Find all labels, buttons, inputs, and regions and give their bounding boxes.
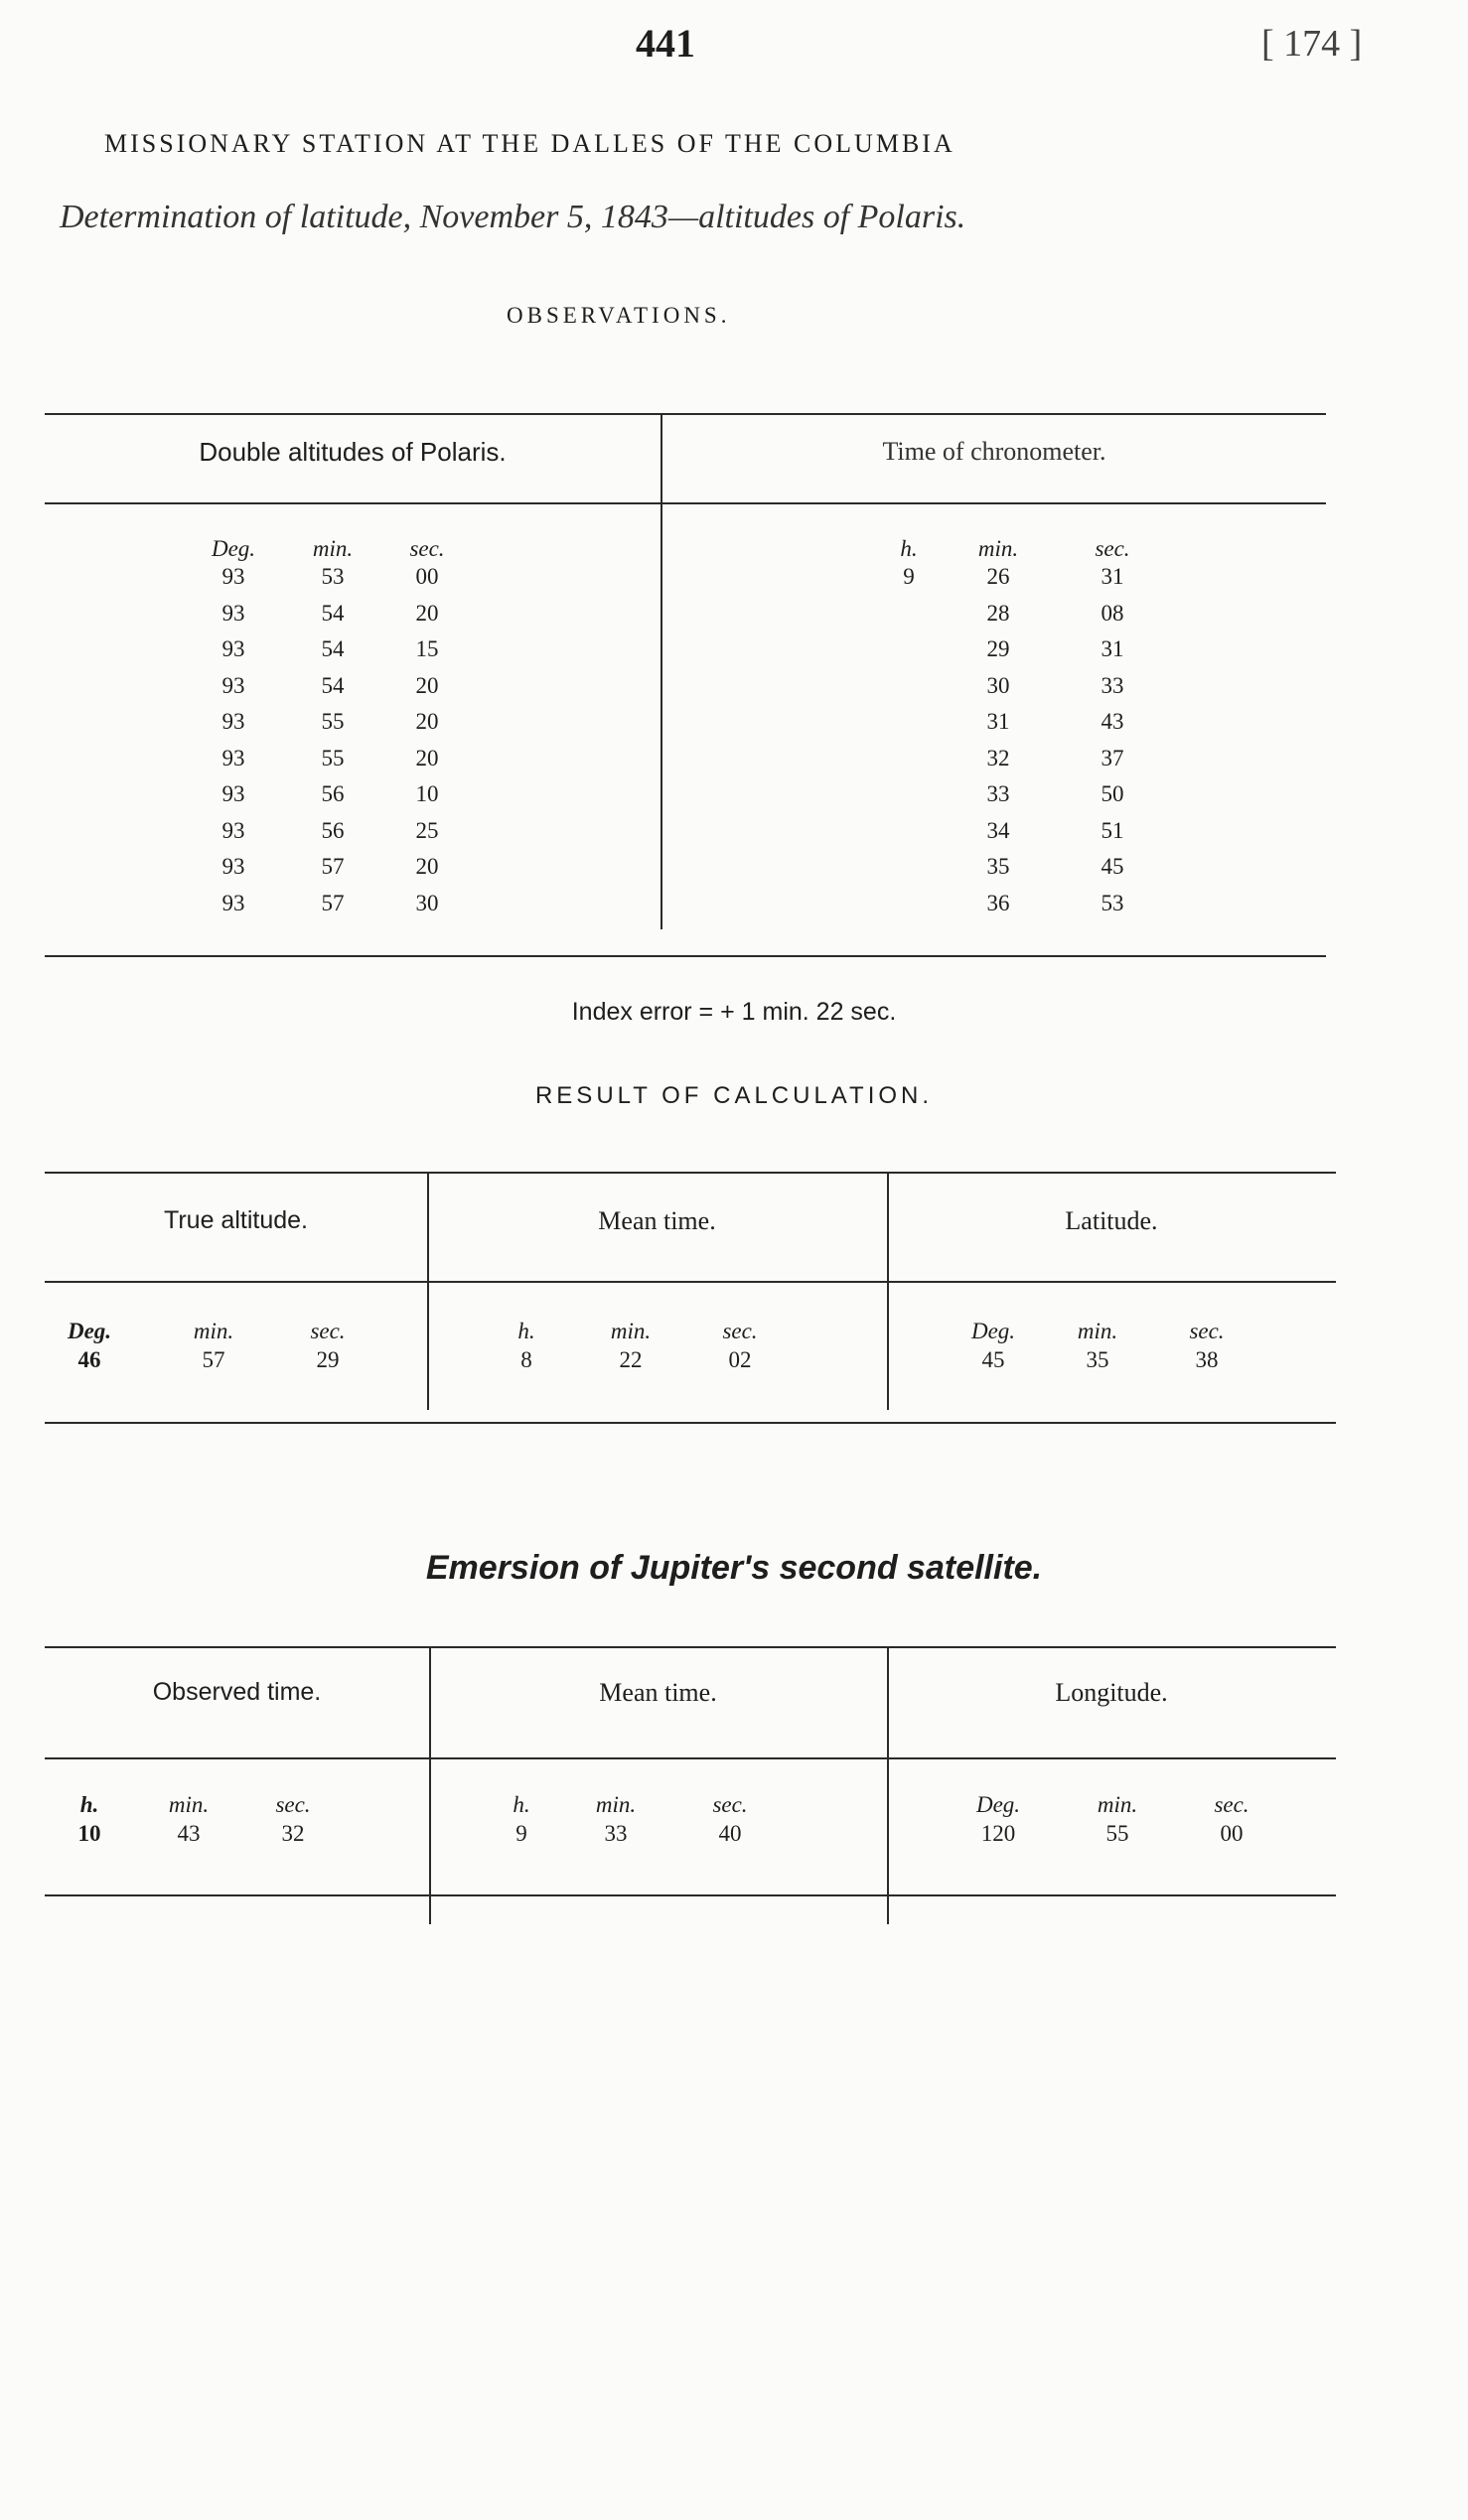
obs-cell-tsec: 37 — [1101, 746, 1124, 770]
obs-cell-tsec: 50 — [1101, 781, 1124, 806]
index-error: Index error = + 1 min. 22 sec. — [571, 998, 897, 1026]
subtitle: Determination of latitude, November 5, 1843—altitudes of Polaris. — [60, 199, 966, 235]
obs-cell-min: 55 — [321, 709, 345, 734]
obs-cell-sec: 20 — [415, 601, 439, 626]
section-emersion: Emersion of Jupiter's second satellite. — [425, 1549, 1043, 1587]
obs-cell-deg: 93 — [221, 746, 245, 770]
obs-cell-tmin: 26 — [986, 564, 1010, 589]
result-unit-tmin: min. — [610, 1319, 652, 1343]
bracket-number: [ 174 ] — [1261, 23, 1363, 65]
result-unit-min: min. — [193, 1319, 234, 1343]
col-title-mean-time: Mean time. — [598, 1206, 716, 1235]
col-title-chronometer: Time of chronometer. — [882, 437, 1106, 466]
obs-cell-min: 57 — [321, 854, 345, 879]
col-title-double-altitudes: Double altitudes of Polaris. — [199, 437, 507, 467]
result-value-tmin: 22 — [619, 1347, 643, 1372]
obs-cell-min: 56 — [321, 781, 345, 806]
unit-tsec: sec. — [1095, 536, 1130, 561]
obs-cell-tmin: 36 — [986, 891, 1010, 915]
obs-cell-deg: 93 — [221, 564, 245, 589]
obs-cell-sec: 20 — [415, 709, 439, 734]
obs-cell-sec: 10 — [415, 781, 439, 806]
latitude-value-deg: 45 — [981, 1347, 1005, 1372]
obs-cell-sec: 30 — [415, 891, 439, 915]
col-title-true-altitude: True altitude. — [164, 1206, 308, 1234]
emersion-mean-value-sec: 40 — [718, 1821, 742, 1846]
obs-cell-tmin: 34 — [986, 818, 1010, 843]
unit-tmin: min. — [977, 536, 1019, 561]
obs-cell-tmin: 32 — [986, 746, 1010, 770]
obs-cell-min: 55 — [321, 746, 345, 770]
unit-deg: Deg. — [211, 536, 256, 561]
page-number: 441 — [636, 21, 695, 66]
obs-cell-tsec: 53 — [1101, 891, 1124, 915]
latitude-unit-deg: Deg. — [970, 1319, 1016, 1343]
result-unit-h: h. — [517, 1319, 535, 1343]
unit-h: h. — [900, 536, 918, 561]
obs-cell-tsec: 45 — [1101, 854, 1124, 879]
obs-cell-tmin: 28 — [986, 601, 1010, 626]
longitude-unit-min: min. — [1097, 1792, 1138, 1817]
result-unit-sec: sec. — [310, 1319, 346, 1343]
emersion-mean-unit-min: min. — [595, 1792, 637, 1817]
emersion-unit-h: h. — [79, 1792, 99, 1817]
obs-cell-tmin: 33 — [986, 781, 1010, 806]
obs-cell-tmin: 30 — [986, 673, 1010, 698]
obs-cell-deg: 93 — [221, 854, 245, 879]
obs-cell-deg: 93 — [221, 891, 245, 915]
obs-cell-min: 54 — [321, 636, 345, 661]
obs-cell-sec: 20 — [415, 746, 439, 770]
unit-min: min. — [312, 536, 354, 561]
emersion-mean-value-min: 33 — [604, 1821, 628, 1846]
obs-cell-tsec: 31 — [1101, 564, 1124, 589]
obs-cell-tsec: 43 — [1101, 709, 1124, 734]
obs-cell-min: 54 — [321, 673, 345, 698]
obs-cell-deg: 93 — [221, 818, 245, 843]
longitude-unit-deg: Deg. — [975, 1792, 1021, 1817]
obs-cell-deg: 93 — [221, 709, 245, 734]
result-unit-tsec: sec. — [722, 1319, 758, 1343]
emersion-mean-unit-sec: sec. — [712, 1792, 748, 1817]
obs-cell-min: 54 — [321, 601, 345, 626]
longitude-value-deg: 120 — [980, 1821, 1016, 1846]
latitude-value-min: 35 — [1086, 1347, 1109, 1372]
emersion-unit-min: min. — [168, 1792, 210, 1817]
emersion-value-min: 43 — [177, 1821, 201, 1846]
result-value-min: 57 — [202, 1347, 225, 1372]
emersion-mean-unit-h: h. — [513, 1792, 530, 1817]
obs-cell-min: 56 — [321, 818, 345, 843]
result-unit-deg: Deg. — [67, 1319, 112, 1343]
obs-cell-deg: 93 — [221, 601, 245, 626]
obs-cell-tsec: 33 — [1101, 673, 1124, 698]
obs-cell-sec: 20 — [415, 673, 439, 698]
longitude-value-min: 55 — [1105, 1821, 1129, 1846]
emersion-unit-sec: sec. — [275, 1792, 311, 1817]
emersion-value-sec: 32 — [281, 1821, 305, 1846]
emersion-mean-value-h: 9 — [515, 1821, 527, 1846]
obs-cell-sec: 20 — [415, 854, 439, 879]
obs-cell-tmin: 29 — [986, 636, 1010, 661]
longitude-value-sec: 00 — [1220, 1821, 1244, 1846]
obs-cell-min: 57 — [321, 891, 345, 915]
obs-cell-sec: 25 — [415, 818, 439, 843]
obs-cell-tsec: 08 — [1101, 601, 1124, 626]
col-title-longitude: Longitude. — [1055, 1678, 1168, 1707]
obs-cell-deg: 93 — [221, 673, 245, 698]
result-value-h: 8 — [520, 1347, 532, 1372]
longitude-unit-sec: sec. — [1214, 1792, 1249, 1817]
unit-sec: sec. — [409, 536, 445, 561]
obs-cell-sec: 15 — [415, 636, 439, 661]
obs-cell-tmin: 31 — [986, 709, 1010, 734]
col-title-latitude: Latitude. — [1065, 1206, 1158, 1235]
obs-cell-min: 53 — [321, 564, 345, 589]
col-title-emersion-mean-time: Mean time. — [599, 1678, 717, 1707]
obs-cell-tsec: 51 — [1101, 818, 1124, 843]
obs-cell-tmin: 35 — [986, 854, 1010, 879]
emersion-value-h: 10 — [77, 1821, 101, 1846]
obs-cell-deg: 93 — [221, 636, 245, 661]
section-result: RESULT OF CALCULATION. — [534, 1082, 934, 1109]
result-value-deg: 46 — [77, 1347, 101, 1372]
col-title-observed-time: Observed time. — [152, 1678, 322, 1706]
result-value-tsec: 02 — [728, 1347, 752, 1372]
section-observations: OBSERVATIONS. — [507, 303, 731, 328]
obs-cell-h: 9 — [903, 564, 915, 589]
latitude-value-sec: 38 — [1195, 1347, 1219, 1372]
running-title: MISSIONARY STATION AT THE DALLES OF THE COLUMBIA — [104, 129, 955, 158]
obs-cell-tsec: 31 — [1101, 636, 1124, 661]
result-value-sec: 29 — [316, 1347, 340, 1372]
latitude-unit-sec: sec. — [1189, 1319, 1225, 1343]
obs-cell-sec: 00 — [415, 564, 439, 589]
latitude-unit-min: min. — [1077, 1319, 1118, 1343]
obs-cell-deg: 93 — [221, 781, 245, 806]
